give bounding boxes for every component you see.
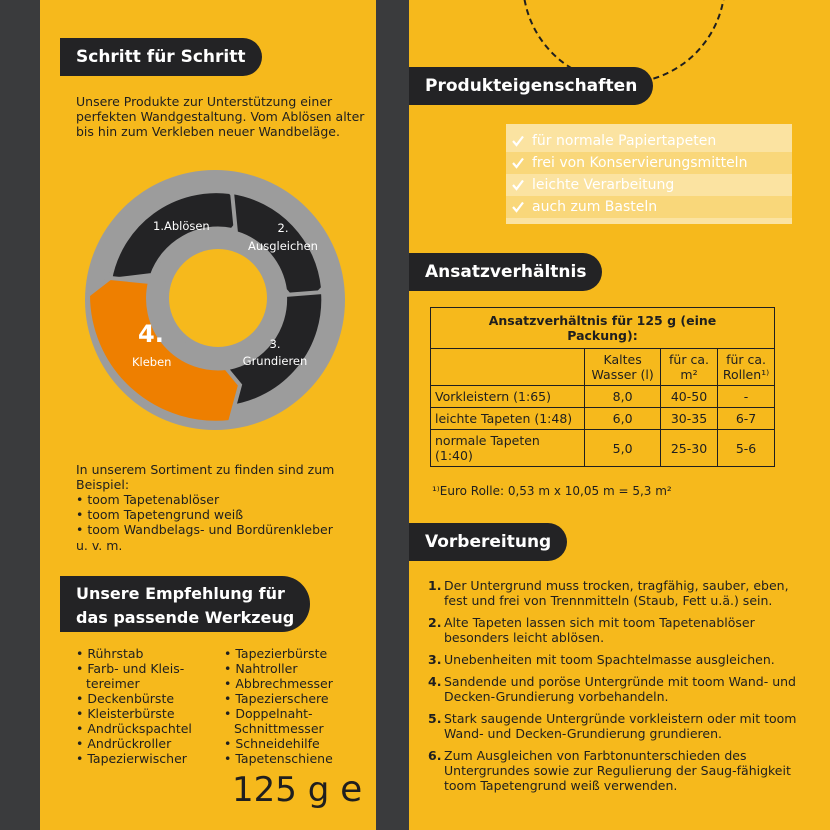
list-item: 4. Sandende und poröse Untergründe mit toom Wand- und Decken-Grundierung vorbehandeln.: [428, 674, 796, 704]
check-icon: [512, 179, 524, 191]
list-item: • Tapezierbürste: [224, 646, 328, 661]
property-item: [506, 130, 792, 152]
list-item: 1. Der Untergrund muss trocken, tragfähig, sauber, eben, fest und frei von Trennmitteln (Staub, Fett u.ä.) sein.: [428, 578, 789, 608]
sortiment-end: u. v. m.: [76, 538, 123, 553]
list-item: • Nahtroller: [224, 661, 298, 676]
cell: 30-35: [660, 408, 717, 430]
sortiment-list: [76, 492, 366, 537]
check-icon: [512, 157, 524, 169]
cycle-num-2: 2.: [277, 221, 289, 235]
list-item: 6. Zum Ausgleichen von Farbtonunterschieden des Untergrundes sowie zur Regulierung der Saug-fähigkeit toom Tapetengrund weiß verwenden.: [428, 748, 791, 793]
property-label: für normale Papiertapeten: [532, 133, 717, 149]
list-item: • toom Tapetengrund weiß: [76, 507, 244, 522]
list-item: • Kleisterbürste: [76, 706, 175, 721]
row-label: normale Tapeten (1:40): [431, 430, 585, 467]
list-item: • Schneidehilfe: [224, 736, 320, 751]
intro-text: Unsere Produkte zur Unterstützung einer perfekten Wandgestaltung. Vom Ablösen alter bis hin zum Verkleben neuer Wandbeläge.: [76, 94, 365, 139]
col-header: Kaltes Wasser (l): [585, 349, 661, 386]
weight-value: 125 g: [232, 770, 330, 810]
list-item: • Abbrechmesser: [224, 676, 333, 691]
properties-heading: Produkteigenschaften: [409, 67, 653, 105]
property-label: frei von Konservierungsmitteln: [532, 155, 748, 171]
table-row: [431, 386, 775, 408]
tools-heading: [60, 576, 310, 632]
col-header: für ca. Rollen¹⁾: [718, 349, 775, 386]
list-item: • Doppelnaht-Schnittmesser: [224, 706, 324, 736]
property-label: leichte Verarbeitung: [532, 177, 675, 193]
cycle-num-4: 4.: [138, 320, 164, 348]
property-label: auch zum Basteln: [532, 199, 658, 215]
left-edge-strip: [0, 0, 40, 830]
check-icon: [512, 135, 524, 147]
cell: 6-7: [718, 408, 775, 430]
sortiment-intro: In unserem Sortiment zu finden sind zum Beispiel:: [76, 462, 335, 492]
table-row: [431, 349, 775, 386]
table-row: [431, 308, 775, 349]
check-icon: [512, 201, 524, 213]
cycle-num-3: 3.: [269, 337, 281, 351]
table-title: Ansatzverhältnis für 125 g (eine Packung):: [431, 308, 775, 349]
cell: -: [718, 386, 775, 408]
list-item: • Deckenbürste: [76, 691, 175, 706]
preparation-heading: Vorbereitung: [409, 523, 567, 561]
list-item: • toom Wandbelags- und Bordürenkleber: [76, 522, 333, 537]
estimated-sign: e: [340, 769, 363, 810]
ratio-table: [430, 307, 775, 467]
cell: 5,0: [585, 430, 661, 467]
tools-list-col1: [76, 646, 206, 766]
cycle-label-4: Kleben: [132, 355, 172, 369]
cell: 40-50: [660, 386, 717, 408]
list-item: • Andrückroller: [76, 736, 172, 751]
step-by-step-heading: Schritt für Schritt: [60, 38, 262, 76]
tools-list-col2: [224, 646, 369, 766]
list-item: • Rührstab: [76, 646, 144, 661]
tools-heading-line-2: das passende Werkzeug: [76, 608, 295, 627]
list-item: • Farb- und Kleis-tereimer: [76, 661, 185, 691]
table-footnote: ¹⁾Euro Rolle: 0,53 m x 10,05 m = 5,3 m²: [432, 484, 672, 498]
list-item: • toom Tapetenablöser: [76, 492, 220, 507]
list-item: 2. Alte Tapeten lassen sich mit toom Tapetenablöser besonders leicht ablösen.: [428, 615, 755, 645]
property-item: [506, 196, 792, 218]
list-item: 5. Stark saugende Untergründe vorkleistern oder mit toom Wand- und Decken-Grundierung grundieren.: [428, 711, 797, 741]
cycle-label-1: 1.Ablösen: [153, 219, 210, 233]
list-item: • Tapezierschere: [224, 691, 329, 706]
cell: 25-30: [660, 430, 717, 467]
net-weight: [232, 770, 362, 810]
ratio-heading: Ansatzverhältnis: [409, 253, 602, 291]
process-cycle-diagram: [80, 170, 355, 435]
col-header: für ca. m²: [660, 349, 717, 386]
row-label: leichte Tapeten (1:48): [431, 408, 585, 430]
cycle-label-3: Grundieren: [242, 354, 308, 368]
cycle-label-2: Ausgleichen: [248, 239, 318, 253]
list-item: • Tapezierwischer: [76, 751, 187, 766]
list-item: • Tapetenschiene: [224, 751, 333, 766]
list-item: • Andrückspachtel: [76, 721, 192, 736]
cell: 5-6: [718, 430, 775, 467]
properties-list: [506, 124, 792, 224]
tools-heading-line-1: Unsere Empfehlung für: [76, 584, 285, 603]
preparation-steps: [428, 578, 798, 800]
cell: 6,0: [585, 408, 661, 430]
property-item: [506, 152, 792, 174]
cell: 8,0: [585, 386, 661, 408]
table-row: [431, 430, 775, 467]
property-item: [506, 174, 792, 196]
list-item: 3. Unebenheiten mit toom Spachtelmasse ausgleichen.: [428, 652, 775, 667]
table-row: [431, 408, 775, 430]
row-label: Vorkleistern (1:65): [431, 386, 585, 408]
panel-divider-strip: [376, 0, 409, 830]
